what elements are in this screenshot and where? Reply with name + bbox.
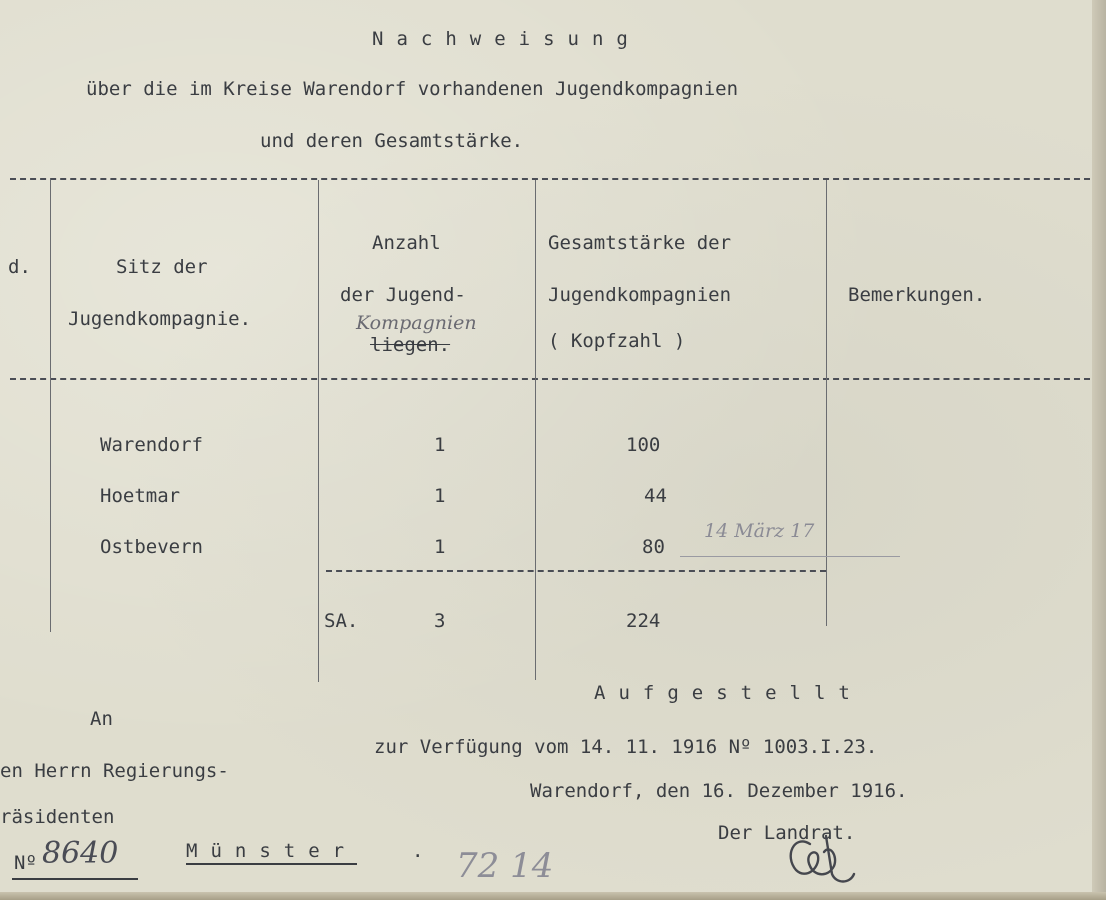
header-gesamt-line3: ( Kopfzahl ) <box>548 330 686 352</box>
sum-label: SA. <box>324 610 359 632</box>
row-count: 1 <box>434 485 446 507</box>
table-header-rule <box>10 378 1090 380</box>
header-gesamt-line1: Gesamtstärke der <box>548 232 732 254</box>
table-column-divider-2 <box>318 180 319 682</box>
document-title: Nachweisung <box>372 28 641 50</box>
document-subtitle-line1: über die im Kreise Warendorf vorhandenen Jugendkompagnien <box>86 78 739 100</box>
row-total: 80 <box>642 536 665 558</box>
header-anzahl-line2: der Jugend- <box>340 284 466 306</box>
table-column-divider-1 <box>50 180 51 632</box>
paper-edge-right <box>1092 0 1106 900</box>
table-top-rule <box>10 178 1090 180</box>
table-sum-rule <box>326 570 826 572</box>
row-place: Hoetmar <box>100 485 181 507</box>
row-total: 100 <box>626 434 661 456</box>
number-underline <box>12 878 138 880</box>
header-col0: d. <box>8 256 31 278</box>
header-sitz-line2: Jugendkompagnie. <box>68 308 252 330</box>
header-anzahl-struck-word: liegen. <box>370 334 451 356</box>
header-bemerkungen: Bemerkungen. <box>848 284 986 306</box>
header-anzahl-handwritten-correction: Kompagnien <box>356 312 477 334</box>
paper-edge-bottom <box>0 892 1106 900</box>
place-and-date: Warendorf, den 16. Dezember 1916. <box>530 780 908 802</box>
an-label: An <box>90 708 113 730</box>
row-count: 1 <box>434 536 446 558</box>
table-column-divider-3 <box>535 180 536 680</box>
number-handwritten: 8640 <box>42 836 119 871</box>
city-period: . <box>412 840 424 862</box>
verfuegung-reference: zur Verfügung vom 14. 11. 1916 Nº 1003.I.23. <box>374 736 878 758</box>
row-count: 1 <box>434 434 446 456</box>
row-total: 44 <box>644 485 667 507</box>
header-sitz-line1: Sitz der <box>116 256 208 278</box>
sum-count: 3 <box>434 610 446 632</box>
number-prefix: Nº <box>14 852 37 874</box>
signatory-title: Der Landrat. <box>718 822 856 844</box>
addressee-line2: räsidenten <box>0 806 115 828</box>
signature-mark <box>780 826 860 892</box>
city-name <box>186 840 357 862</box>
city-name-text: Münster <box>186 840 357 865</box>
row-place: Warendorf <box>100 434 203 456</box>
row-handwritten-note: 14 März 17 <box>704 520 815 542</box>
header-gesamt-line2: Jugendkompagnien <box>548 284 732 306</box>
addressee-line1: en Herrn Regierungs- <box>0 760 229 782</box>
table-column-divider-4 <box>826 180 827 626</box>
header-anzahl-line1: Anzahl <box>372 232 441 254</box>
handwritten-reference: 72 14 <box>456 846 554 886</box>
aufgestellt-heading: Aufgestellt <box>594 682 863 704</box>
document-subtitle-line2: und deren Gesamtstärke. <box>260 130 524 152</box>
row-place: Ostbevern <box>100 536 203 558</box>
sum-total: 224 <box>626 610 661 632</box>
handwritten-underline <box>680 556 900 557</box>
